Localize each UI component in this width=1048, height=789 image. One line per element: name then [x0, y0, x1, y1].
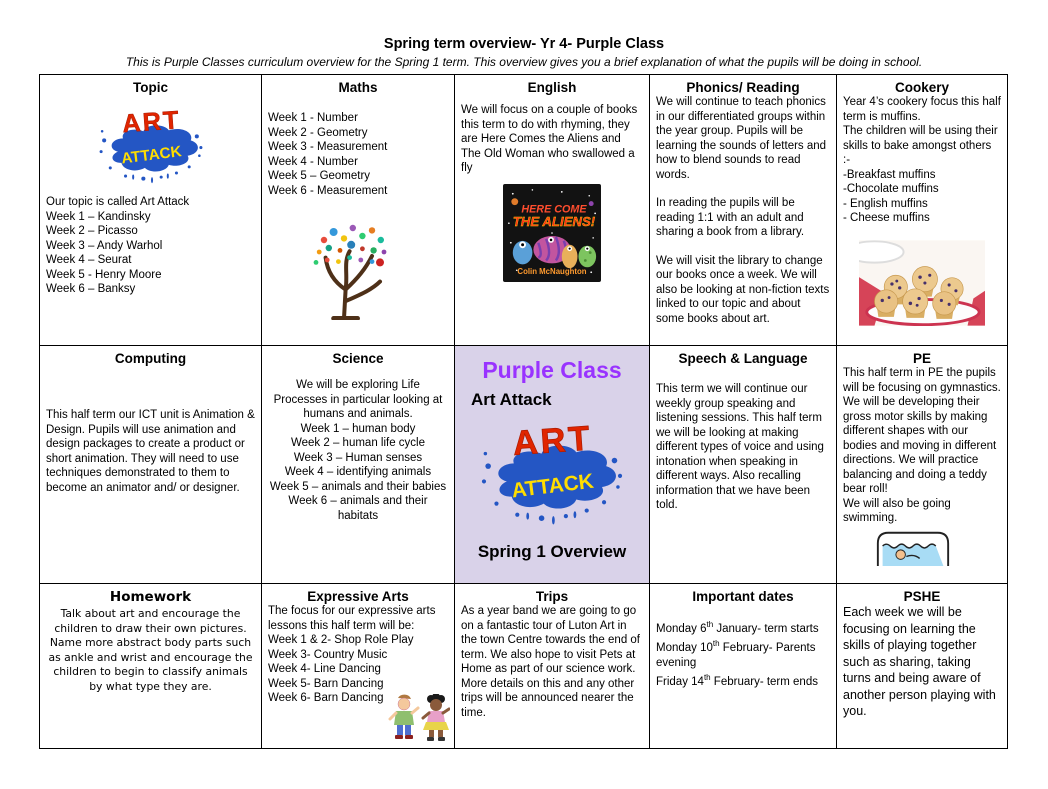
term-overview-label: Spring 1 Overview	[477, 542, 627, 561]
science-line: Week 4 – identifying animals	[284, 466, 432, 478]
english-paragraph: We will focus on a couple of books this term to do with rhyming, they are Here Comes the Aliens and The Old Woman who swallowed a fly	[461, 104, 638, 174]
topic-line: Week 3 – Andy Warhol	[46, 239, 163, 252]
cell-purple-class	[455, 346, 650, 584]
cookery-line: -Chocolate muffins	[843, 183, 939, 195]
cookery-line: -Breakfast muffins	[843, 168, 936, 181]
swimming-pool-image	[871, 528, 955, 566]
pe-heading: PE	[912, 351, 931, 366]
date-text: Monday 6	[656, 622, 707, 635]
page-subtitle: This is Purple Classes curriculum overview for the Spring 1 term. This overview gives you a brief explanation of what the pupils will be doing in school.	[125, 55, 923, 69]
curriculum-table	[39, 74, 1008, 749]
topic-heading: Topic	[133, 80, 168, 95]
cell-cookery	[837, 75, 1008, 346]
cell-computing	[40, 346, 262, 584]
date-text: February- Parents evening	[656, 642, 816, 669]
maths-tree-image	[296, 216, 400, 320]
aliens-book-cover	[503, 184, 601, 282]
trips-heading: Trips	[535, 589, 569, 604]
pe-paragraph: This half term in PE the pupils will be focusing on gymnastics. We will be developing their gross motor skills by making different shapes with our bodies and moving in different directions. We will practice balancing and doing a teddy bear roll!	[843, 367, 1001, 495]
topic-line: Our topic is called Art Attack	[46, 196, 190, 208]
homework-paragraph: Talk about art and encourage the children to draw their own pictures. Name more abstract body parts such as ankle and wrist and encourage the children to begin to classify animals by what type they are.	[48, 607, 253, 693]
science-line: Week 6 – animals and their habitats	[288, 495, 428, 522]
cell-homework	[40, 584, 262, 749]
cell-pe	[837, 346, 1008, 584]
date-ordinal: th	[712, 639, 720, 649]
topic-line: Week 2 – Picasso	[46, 225, 138, 237]
expressive-line: The focus for our expressive arts lessons this half term will be:	[268, 605, 436, 632]
cell-phonics	[650, 75, 837, 346]
date-text: January- term starts	[713, 622, 819, 635]
class-topic-title: Art Attack	[471, 390, 552, 409]
art-attack-logo	[473, 412, 631, 530]
cell-speech-language	[650, 346, 837, 584]
date-text: Monday 10	[656, 642, 713, 655]
pshe-paragraph: Each week we will be focusing on learning the skills of playing together such as sharing, taking turns and being aware of another person playing with you.	[843, 605, 996, 718]
expressive-line: Week 6- Barn Dancing	[268, 692, 384, 704]
cell-trips	[455, 584, 650, 749]
maths-line: Week 3 - Measurement	[268, 141, 388, 153]
science-heading: Science	[332, 351, 384, 366]
cell-science	[262, 346, 455, 584]
computing-paragraph: This half term our ICT unit is Animation & Design. Pupils will use animation and design packages to create a product or short animation. They will need to use techniques demonstrated to them to become an animator and/ or designer.	[46, 409, 255, 494]
book-title-line1: HERE COME	[521, 202, 587, 215]
phonics-heading: Phonics/ Reading	[686, 80, 800, 95]
date-text: February- term ends	[710, 675, 818, 688]
science-line: Week 1 – human body	[300, 422, 416, 435]
pshe-heading: PSHE	[903, 589, 941, 604]
cell-english	[455, 75, 650, 346]
date-item	[656, 618, 830, 636]
trips-paragraph: More details on this and any other trips will be announced nearer the time.	[461, 677, 635, 719]
expressive-line: Week 1 & 2- Shop Role Play	[268, 634, 414, 646]
maths-line: Week 6 - Measurement	[268, 184, 388, 197]
science-line: Week 3 – Human senses	[293, 451, 423, 464]
cookery-line: The children will be using their skills to bake amongst others :-	[843, 125, 998, 166]
class-name-title: Purple Class	[482, 357, 622, 383]
maths-line: Week 1 - Number	[268, 112, 358, 124]
maths-line: Week 2 - Geometry	[268, 126, 368, 139]
phonics-paragraph: We will continue to teach phonics in our differentiated groups within the year group. Pupils will be learning the sounds of letters and how to blend sounds to read words.	[656, 96, 827, 181]
date-ordinal: th	[703, 673, 711, 683]
cookery-line: - English muffins	[843, 197, 928, 210]
book-author: Colin McNaughton	[517, 266, 587, 276]
page-title: Spring term overview- Yr 4- Purple Class	[383, 36, 665, 52]
phonics-paragraph: In reading the pupils will be reading 1:1 with an adult and sharing a book from a library.	[656, 197, 805, 238]
cell-important-dates	[650, 584, 837, 749]
expressive-line: Week 3- Country Music	[268, 648, 388, 661]
speech-paragraph: This term we will continue our weekly group speaking and listening sessions. This half term we will be looking at making different types of voice and using intonation when speaking in different ways. Also recalling information that we have been told.	[656, 383, 824, 511]
cell-pshe	[837, 584, 1008, 749]
expressive-line: Week 5- Barn Dancing	[268, 677, 384, 690]
cookery-line: - Cheese muffins	[843, 212, 930, 224]
science-line: We will be exploring Life Processes in particular looking at humans and animals.	[273, 379, 443, 420]
expressive-heading: Expressive Arts	[307, 589, 409, 604]
phonics-paragraph: We will visit the library to change our books once a week. We will also be looking at non-fiction texts linked to our topic and about some books about art.	[656, 254, 830, 325]
muffins-photo	[859, 240, 985, 326]
topic-line: Week 5 - Henry Moore	[46, 268, 162, 281]
computing-heading: Computing	[114, 351, 187, 366]
date-ordinal: th	[706, 620, 714, 629]
maths-heading: Maths	[338, 80, 378, 95]
pe-paragraph: We will also be going swimming.	[843, 497, 951, 524]
speech-heading: Speech & Language	[678, 351, 808, 366]
cell-maths	[262, 75, 455, 346]
topic-line: Week 1 – Kandinsky	[46, 210, 151, 223]
science-line: Week 2 – human life cycle	[290, 437, 426, 449]
dates-heading: Important dates	[692, 589, 794, 604]
book-title-line2: THE ALIENS!	[512, 213, 596, 229]
maths-line: Week 5 – Geometry	[268, 170, 371, 182]
art-attack-logo	[95, 99, 207, 189]
topic-line: Week 6 – Banksy	[46, 283, 136, 295]
english-heading: English	[527, 80, 577, 95]
cookery-line: Year 4’s cookery focus this half term is muffins.	[843, 96, 1001, 123]
date-item	[656, 671, 830, 689]
trips-paragraph: As a year band we are going to go on a fantastic tour of Luton Art in the town Centre towards the end of term. We also hope to visit Pets at Home as part of our science work.	[461, 605, 640, 675]
cell-expressive-arts	[262, 584, 455, 749]
expressive-line: Week 4- Line Dancing	[268, 663, 381, 675]
cookery-heading: Cookery	[894, 80, 950, 95]
dancing-kids-image	[388, 694, 450, 742]
date-item	[656, 637, 830, 670]
date-text: Friday 14	[656, 675, 704, 688]
maths-line: Week 4 - Number	[268, 155, 358, 168]
cell-topic	[40, 75, 262, 346]
topic-line: Week 4 – Seurat	[46, 254, 132, 266]
science-line: Week 5 – animals and their babies	[269, 480, 447, 493]
homework-heading: Homework	[109, 589, 192, 605]
